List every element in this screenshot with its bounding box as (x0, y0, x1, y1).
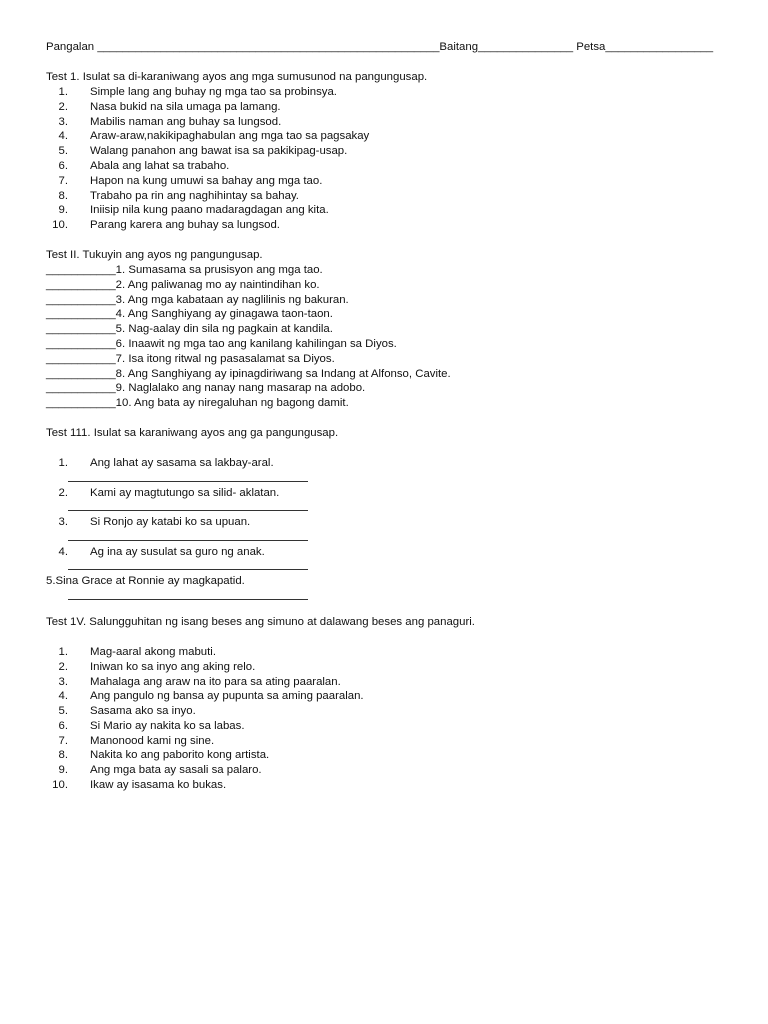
item-number: 6. (58, 159, 68, 172)
grade-label: Baitang (439, 41, 479, 53)
test-1-section (46, 70, 726, 233)
item-text: Nakita ko ang paborito kong artista. (90, 749, 270, 762)
date-blank: _________________ (605, 41, 714, 53)
item-number: 9. (58, 764, 68, 777)
item-number: 5. (58, 705, 68, 718)
item-number: 4. (58, 690, 68, 703)
test-3-list-cont (46, 515, 726, 530)
list-item (46, 689, 726, 704)
item-text: Hapon na kung umuwi sa bahay ang mga tao. (90, 174, 323, 187)
list-item (46, 719, 726, 734)
test-2-list (46, 263, 726, 411)
list-item: ___________5. Nag-aalay din sila ng pagkain at kandila. (46, 323, 333, 336)
test-3-title: Test 111. Isulat sa karaniwang ayos ang ga pangungusap. (46, 426, 339, 439)
test-3-list-cont (46, 486, 726, 501)
list-item (46, 763, 726, 778)
list-item (46, 734, 726, 749)
item-number: 3. (58, 516, 68, 529)
name-blank: ______________________________________________________ (97, 41, 440, 53)
list-item (46, 778, 726, 793)
item-text: Araw-araw,nakikipaghabulan ang mga tao sa pagsakay (90, 130, 370, 143)
item-number: 4. (58, 545, 68, 558)
item-number: 4. (58, 130, 68, 143)
item-number: 7. (58, 174, 68, 187)
list-item: ___________10. Ang bata ay niregaluhan ng bagong damit. (46, 397, 349, 410)
test-3-list (46, 456, 726, 471)
list-item (46, 174, 726, 189)
list-item: ___________4. Ang Sanghiyang ay ginagawa taon-taon. (46, 308, 333, 321)
test-3-item-5: 5.Sina Grace at Ronnie ay magkapatid. (46, 575, 245, 588)
item-number: 9. (58, 204, 68, 217)
item-number: 8. (58, 749, 68, 762)
item-text: Abala ang lahat sa trabaho. (90, 159, 230, 172)
list-item (46, 203, 726, 218)
item-number: 1. (58, 86, 68, 98)
item-text: Ang lahat ay sasama sa lakbay-aral. (90, 456, 274, 469)
item-text: Trabaho pa rin ang naghihintay sa bahay. (90, 189, 299, 202)
item-text: Iniwan ko sa inyo ang aking relo. (90, 660, 256, 673)
item-number: 3. (58, 675, 68, 688)
item-number: 2. (58, 660, 68, 673)
test-2-title: Test II. Tukuyin ang ayos ng pangungusap. (46, 248, 263, 261)
item-number: 5. (58, 145, 68, 158)
item-text: Mag-aaral akong mabuti. (90, 645, 216, 658)
item-text: Ag ina ay susulat sa guro ng anak. (90, 545, 265, 558)
item-number: 6. (58, 719, 68, 732)
test-4-list (46, 645, 726, 793)
list-item: ___________6. Inaawit ng mga tao ang kanilang kahilingan sa Diyos. (46, 337, 397, 350)
item-text: Si Ronjo ay katabi ko sa upuan. (90, 516, 251, 529)
item-number: 10. (52, 219, 68, 232)
list-item (46, 660, 726, 675)
test-2-section (46, 248, 726, 411)
item-number: 1. (58, 645, 68, 658)
test-4-section (46, 615, 726, 793)
list-item (46, 704, 726, 719)
item-text: Mabilis naman ang buhay sa lungsod. (90, 115, 282, 128)
list-item (46, 129, 726, 144)
list-item: ___________7. Isa itong ritwal ng pasasalamat sa Diyos. (46, 352, 335, 365)
item-text: Nasa bukid na sila umaga pa lamang. (90, 100, 281, 113)
worksheet (46, 40, 726, 793)
test-1-title: Test 1. Isulat sa di-karaniwang ayos ang mga sumusunod na pangungusap. (46, 71, 428, 83)
list-item (46, 545, 726, 560)
date-label: Petsa (576, 41, 606, 53)
test-3-list-cont (46, 545, 726, 560)
list-item (46, 486, 726, 501)
list-item: ___________1. Sumasama sa prusisyon ang mga tao. (46, 263, 323, 276)
list-item (46, 645, 726, 660)
spacer (46, 630, 726, 645)
list-item (46, 748, 726, 763)
list-item: ___________3. Ang mga kabataan ay naglilinis ng bakuran. (46, 293, 349, 306)
list-item (46, 218, 726, 233)
list-item (46, 100, 726, 115)
list-item: ___________2. Ang paliwanag mo ay naintindihan ko. (46, 278, 320, 291)
item-number: 2. (58, 100, 68, 113)
item-number: 2. (58, 486, 68, 499)
grade-blank: _______________ (478, 41, 574, 53)
list-item (46, 189, 726, 204)
list-item (46, 675, 726, 690)
item-text: Iniisip nila kung paano madaragdagan ang kita. (90, 204, 329, 217)
item-text: Kami ay magtutungo sa silid- aklatan. (90, 486, 280, 499)
test-3-section (46, 426, 726, 600)
item-text: Si Mario ay nakita ko sa labas. (90, 719, 245, 732)
item-text: Parang karera ang buhay sa lungsod. (90, 219, 280, 232)
header-line (46, 40, 726, 55)
list-item (46, 159, 726, 174)
item-number: 10. (52, 779, 68, 792)
item-text: Sasama ako sa inyo. (90, 705, 196, 718)
item-text: Simple lang ang buhay ng mga tao sa probinsya. (90, 86, 337, 98)
test-4-title: Test 1V. Salungguhitan ng isang beses ang simuno at dalawang beses ang panaguri. (46, 615, 475, 628)
item-number: 3. (58, 115, 68, 128)
item-text: Ang mga bata ay sasali sa palaro. (90, 764, 262, 777)
item-text: Walang panahon ang bawat isa sa pakikipag-usap. (90, 145, 348, 158)
list-item (46, 115, 726, 130)
item-number: 7. (58, 734, 68, 747)
item-text: Mahalaga ang araw na ito para sa ating paaralan. (90, 675, 341, 688)
list-item (46, 144, 726, 159)
list-item: ___________8. Ang Sanghiyang ay ipinagdiriwang sa Indang at Alfonso, Cavite. (46, 367, 451, 380)
name-label: Pangalan (46, 41, 95, 53)
item-number: 1. (58, 456, 68, 469)
list-item (46, 85, 726, 100)
list-item (46, 515, 726, 530)
list-item (46, 456, 726, 471)
item-text: Ang pangulo ng bansa ay pupunta sa aming paaralan. (90, 690, 364, 703)
item-number: 8. (58, 189, 68, 202)
list-item: ___________9. Naglalako ang nanay nang masarap na adobo. (46, 382, 366, 395)
item-text: Manonood kami ng sine. (90, 734, 215, 747)
item-text: Ikaw ay isasama ko bukas. (90, 779, 227, 792)
test-1-list (46, 85, 726, 233)
spacer (46, 441, 726, 456)
